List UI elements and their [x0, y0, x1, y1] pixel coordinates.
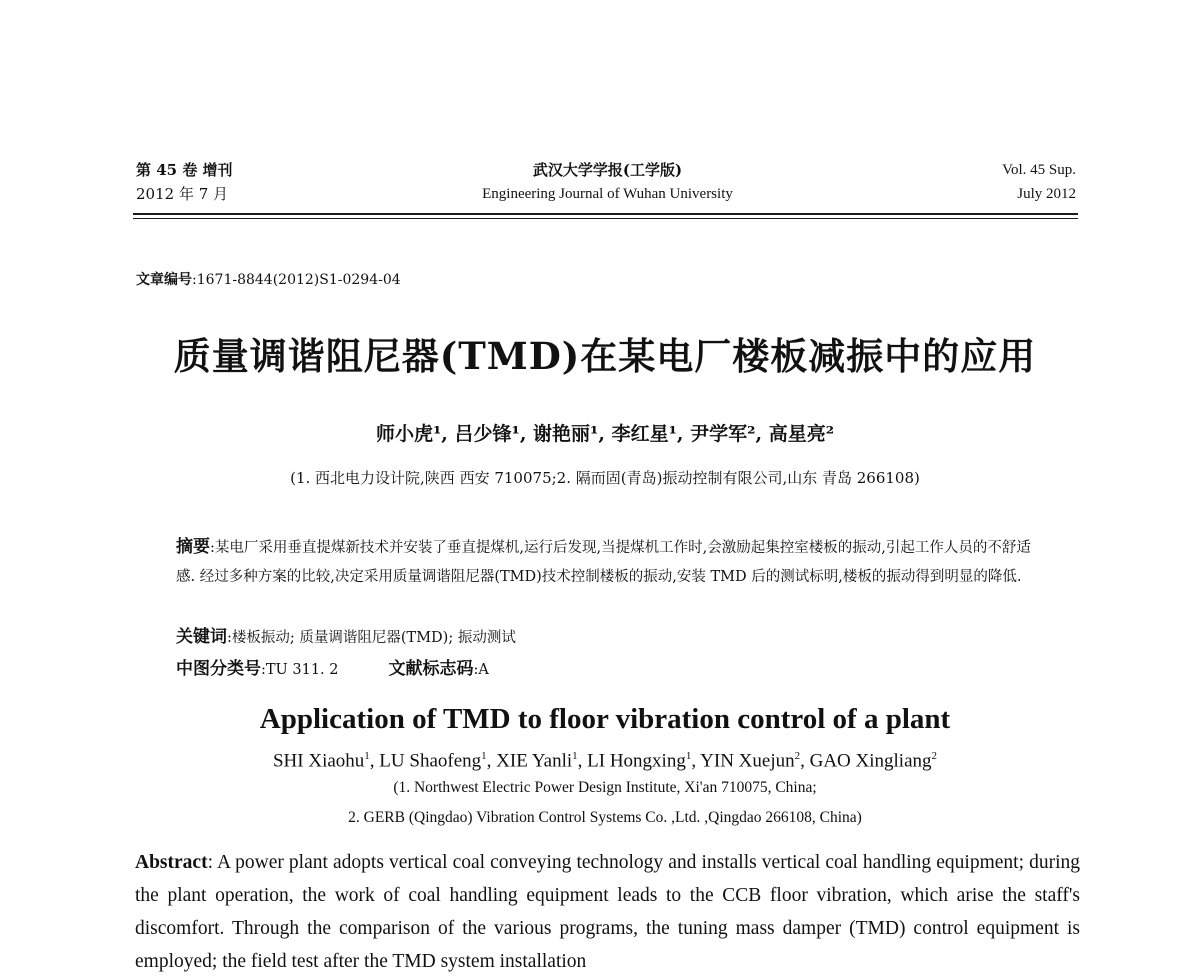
- keywords-cn: [176, 624, 516, 651]
- abstract-cn-label: 摘要: [176, 537, 210, 557]
- author-sup: 1: [572, 750, 578, 762]
- author-en: SHI Xiaohu: [272, 750, 365, 772]
- keywords-cn-label: 关键词: [176, 627, 227, 647]
- header-rule-thin: [133, 218, 1078, 219]
- author-sup: 1: [481, 750, 487, 762]
- date-cn: 2012 年 7 月: [136, 185, 229, 203]
- journal-name-en: Engineering Journal of Wuhan University: [482, 186, 733, 202]
- title-en: Application of TMD to floor vibration control of a plant: [259, 703, 951, 735]
- date-en: July 2012: [1017, 186, 1076, 202]
- author-en: XIE Yanli: [496, 750, 573, 772]
- author-en: LU Shaofeng: [379, 750, 482, 772]
- clc-label: 中图分类号: [176, 659, 261, 679]
- title-cn: 质量调谐阻尼器(TMD)在某电厂楼板减振中的应用: [173, 334, 1037, 378]
- affiliation-en-2: 2. GERB (Qingdao) Vibration Control Systems Co. ,Ltd. ,Qingdao 266108, China): [348, 809, 862, 826]
- header-volume-en-block: [880, 158, 1076, 206]
- author-sup: 1: [364, 750, 370, 762]
- volume-cn: 第 45 卷 增刊: [136, 161, 233, 179]
- author-sup: 2: [794, 750, 801, 762]
- abstract-cn: [176, 533, 1046, 592]
- doc-code-label: 文献标志码: [388, 659, 474, 679]
- author-en: YIN Xuejun: [700, 750, 795, 772]
- doc-code-value: :A: [473, 662, 489, 678]
- author-en: GAO Xingliang: [809, 750, 932, 772]
- affiliation-en-1: (1. Northwest Electric Power Design Institute, Xi'an 710075, China;: [393, 779, 817, 796]
- header-rule-thick: [133, 213, 1078, 215]
- author-sup: 2: [931, 750, 937, 762]
- article-id-value: :1671-8844(2012)S1-0294-04: [192, 272, 401, 288]
- abstract-en: [135, 846, 1080, 978]
- clc-value: :TU 311. 2: [261, 662, 339, 678]
- abstract-cn-text: :某电厂采用垂直提煤新技术并安装了垂直提煤机,运行后发现,当提煤机工作时,会激励起集控室楼板的振动,引起工作人员的不舒适感. 经过多种方案的比较,决定采用质量调谐阻尼器(TMD)技术控制楼板的振动,安装 TMD 后的测试标明,楼板的振动得到明显的降低.: [176, 540, 1031, 585]
- authors-cn: 师小虎¹, 吕少锋¹, 谢艳丽¹, 李红星¹, 尹学军², 高星亮²: [375, 423, 835, 445]
- header-journal-block: [380, 158, 835, 206]
- author-en: LI Hongxing: [587, 750, 686, 772]
- header-volume-block: [136, 158, 233, 206]
- authors-en: SHI Xiaohu$^1$, LU Shaofeng$^1$, XIE Yanli$^1$, LI Hongxing$^1$, YIN Xuejun$^2$, GAO Xingliang$^2$: [272, 750, 937, 772]
- author-sup: 1: [685, 750, 692, 762]
- affiliation-cn: (1. 西北电力设计院,陕西 西安 710075;2. 隔而固(青岛)振动控制有限公司,山东 青岛 266108): [290, 469, 920, 487]
- journal-name-cn: 武汉大学学报(工学版): [532, 161, 683, 179]
- keywords-cn-text: :楼板振动; 质量调谐阻尼器(TMD); 振动测试: [227, 630, 516, 646]
- article-id-label: 文章编号: [136, 272, 192, 288]
- classification-line: [176, 656, 489, 683]
- article-id: [136, 270, 401, 290]
- abstract-en-text: : A power plant adopts vertical coal conveying technology and installs vertical coal handling equipment; during the plant operation, the work of coal handling equipment leads to the CCB floor vibration, which arise the staff's discomfort. Through the comparison of the various programs, the tuning mass damper (TMD) control equipment is employed; the field test after the TMD system installation: [135, 852, 1080, 972]
- volume-en: Vol. 45 Sup.: [1002, 162, 1076, 178]
- abstract-en-label: Abstract: [135, 852, 208, 873]
